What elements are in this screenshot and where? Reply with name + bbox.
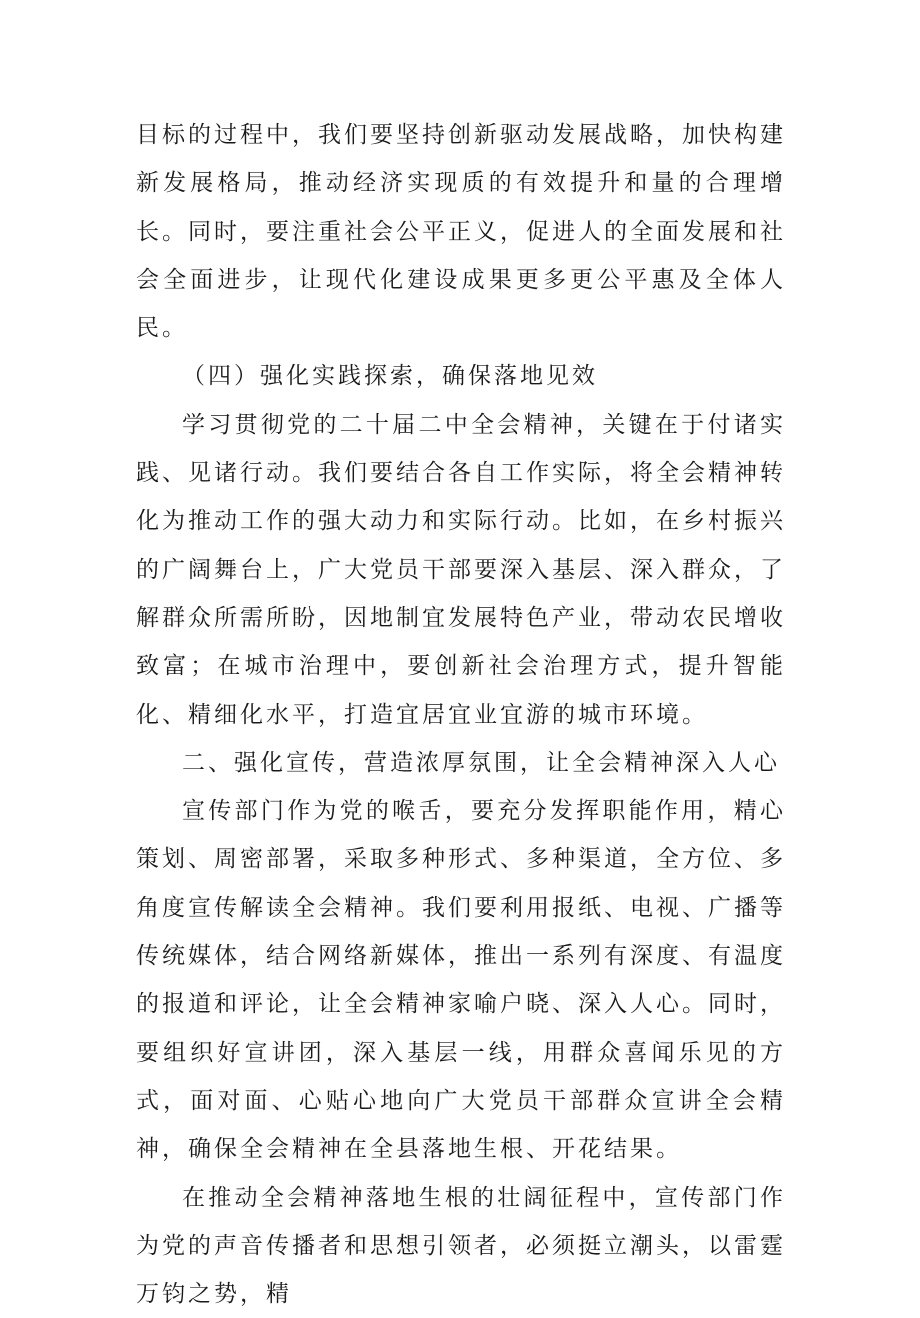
subheading-practice-exploration: （四）强化实践探索，确保落地见效 (182, 363, 598, 390)
section-heading-publicity: 二、强化宣传，营造浓厚氛围，让全会精神深入人心 (182, 749, 780, 776)
paragraph-publicity: 宣传部门作为党的喉舌，要充分发挥职能作用，精心策划、周密部署，采取多种形式、多种渠道，全方位、多角度宣传解读全会精神。我们要利用报纸、电视、广播等传统媒体，结合网络新媒体，推出一系列有深度、有温度的报道和评论，让全会精神家喻户晓、深入人心。同时，要组织好宣讲团，深入基层一线，用群众喜闻乐见的方式，面对面、心贴心地向广大党员干部群众宣讲全会精神，确保全会精神在全县落地生根、开花结果。 (136, 798, 786, 1163)
paragraph-final: 在推动全会精神落地生根的壮阔征程中，宣传部门作为党的声音传播者和思想引领者，必须挺立潮头，以雷霆万钧之势，精 (136, 1184, 786, 1308)
paragraph-practice: 学习贯彻党的二十届二中全会精神，关键在于付诸实践、见诸行动。我们要结合各自工作实际，将全会精神转化为推动工作的强大动力和实际行动。比如，在乡村振兴的广阔舞台上，广大党员干部要深入基层、深入群众，了解群众所需所盼，因地制宜发展特色产业，带动农民增收致富；在城市治理中，要创新社会治理方式，提升智能化、精细化水平，打造宜居宜业宜游的城市环境。 (136, 411, 786, 728)
document-body (136, 111, 786, 1318)
paragraph-continued: 目标的过程中，我们要坚持创新驱动发展战略，加快构建新发展格局，推动经济实现质的有效提升和量的合理增长。同时，要注重社会公平正义，促进人的全面发展和社会全面进步，让现代化建设成果更多更公平惠及全体人民。 (136, 122, 786, 342)
